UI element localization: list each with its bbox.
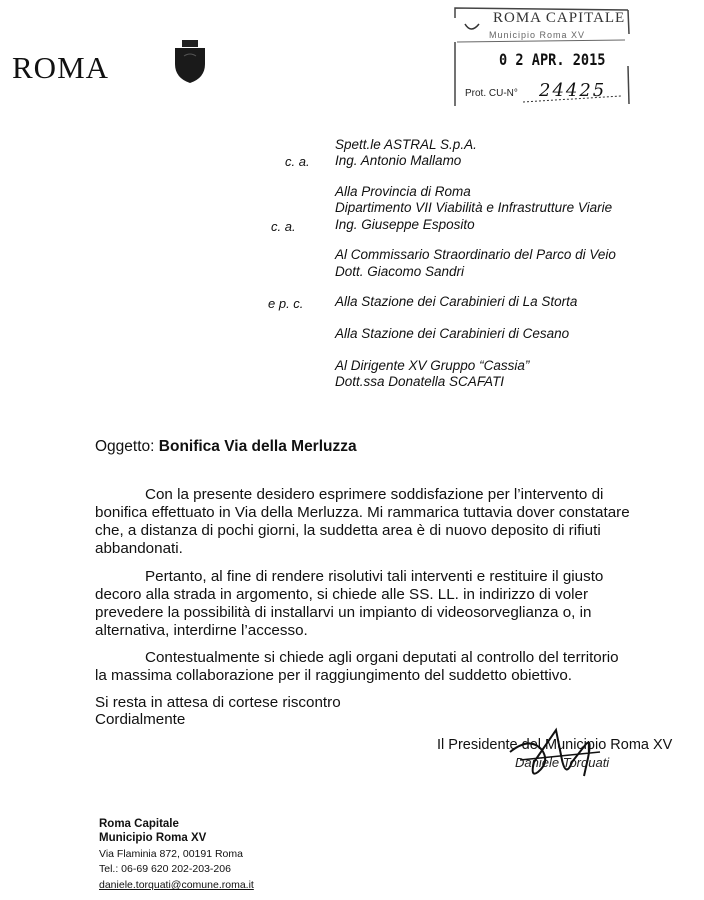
- footer-address: Via Flaminia 872, 00191 Roma: [99, 848, 243, 860]
- subject-line: [95, 438, 357, 456]
- recipient-line: Dott. Giacomo Sandri: [335, 264, 465, 279]
- recipient-line: Alla Stazione dei Carabinieri di La Storta: [335, 294, 578, 309]
- paragraph-line: Con la presente desidero esprimere soddisfazione per l’intervento di: [145, 486, 604, 503]
- stamp-title: ROMA CAPITALE: [493, 10, 626, 26]
- paragraph-line: abbandonati.: [95, 540, 183, 557]
- protocol-stamp: [453, 6, 631, 108]
- recipient-line: Ing. Antonio Mallamo: [335, 153, 462, 168]
- recipient-line: Dott.ssa Donatella SCAFATI: [335, 374, 505, 389]
- paragraph-line: la massima collaborazione per il raggiungimento del suddetto obiettivo.: [95, 667, 572, 684]
- recipient-line: Alla Stazione dei Carabinieri di Cesano: [335, 326, 570, 341]
- paragraph-line: che, a distanza di pochi giorni, la suddetta area è di nuovo deposito di rifiuti: [95, 522, 601, 539]
- footer-org: Roma Capitale: [99, 818, 179, 830]
- subject-text: Bonifica Via della Merluzza: [158, 438, 357, 455]
- closing-line: Si resta in attesa di cortese riscontro: [95, 694, 341, 711]
- roma-shield-icon: [172, 40, 208, 89]
- closing-line: Cordialmente: [95, 711, 186, 728]
- recipient-line: Dipartimento VII Viabilità e Infrastrutture Viarie: [335, 200, 613, 215]
- footer-phone: Tel.: 06-69 620 202-203-206: [99, 863, 231, 875]
- signer-name: Daniele Torquati: [515, 755, 610, 770]
- handwritten-signature: [500, 722, 610, 787]
- subject-label: Oggetto:: [95, 438, 155, 455]
- signer-title: Il Presidente del Municipio Roma XV: [437, 737, 673, 753]
- recipient-ca-label: c. a.: [271, 219, 296, 234]
- recipient-ca-label: c. a.: [285, 154, 310, 169]
- footer-email-link[interactable]: daniele.torquati@comune.roma.it: [99, 879, 254, 891]
- paragraph-line: alternativa, interdirne l’accesso.: [95, 622, 308, 639]
- recipient-line: Ing. Giuseppe Esposito: [335, 217, 475, 232]
- stamp-date: 0 2 APR. 2015: [499, 50, 606, 69]
- recipient-line: Al Dirigente XV Gruppo “Cassia”: [335, 358, 530, 373]
- recipient-line: Spett.le ASTRAL S.p.A.: [335, 137, 477, 152]
- paragraph-line: prevedere la possibilità di installarvi un impianto di videosorveglianza o, in: [95, 604, 592, 621]
- stamp-protocol-label: Prot. CU-N°: [465, 88, 518, 99]
- roma-logo-text: ROMA: [12, 50, 110, 85]
- footer-municipio: Municipio Roma XV: [99, 832, 207, 844]
- recipient-epc-label: e p. c.: [268, 296, 304, 311]
- stamp-protocol-number: 24425: [539, 80, 607, 101]
- recipient-line: Al Commissario Straordinario del Parco di Veio: [335, 247, 616, 262]
- recipient-line: Alla Provincia di Roma: [335, 184, 471, 199]
- paragraph-line: Contestualmente si chiede agli organi deputati al controllo del territorio: [145, 649, 619, 666]
- paragraph-line: Pertanto, al fine di rendere risolutivi tali interventi e restituire il giusto: [145, 568, 604, 585]
- paragraph-line: bonifica effettuato in Via della Merluzza. Mi rammarica tuttavia dover constatare: [95, 504, 630, 521]
- paragraph-line: decoro alla strada in argomento, si chiede alle SS. LL. in indirizzo di voler: [95, 586, 589, 603]
- stamp-subtitle: Municipio Roma XV: [489, 30, 586, 40]
